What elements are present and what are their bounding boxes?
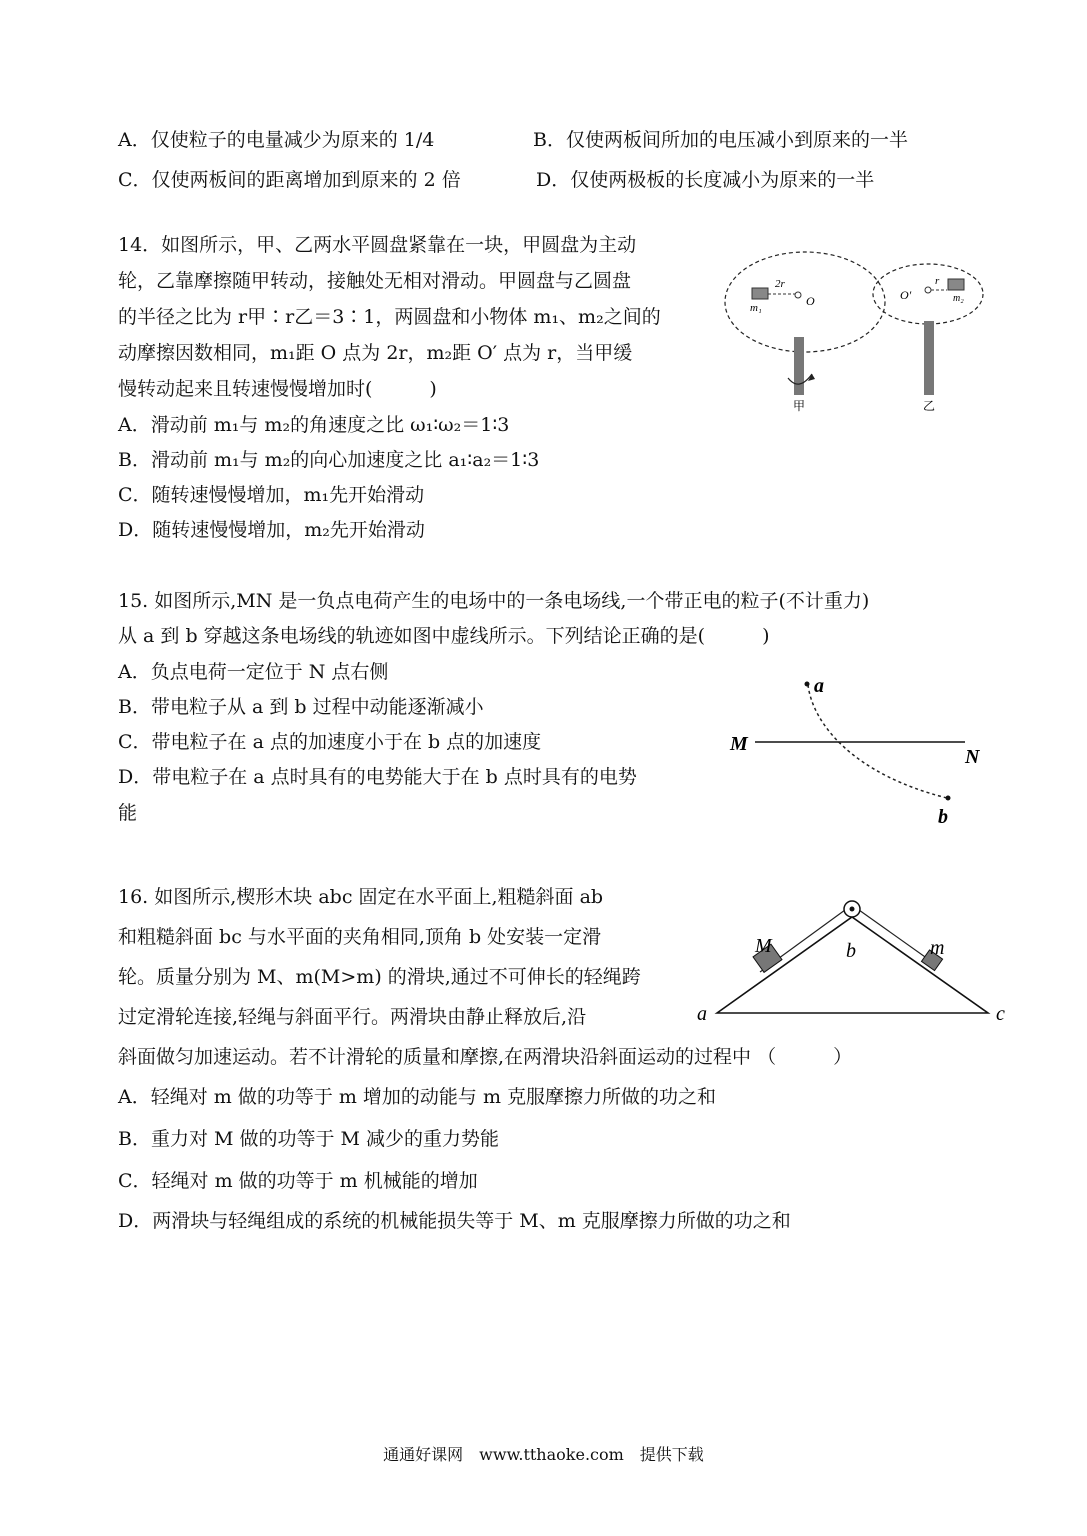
q16-stem-line-3: 轮。质量分别为 M、m(M>m) 的滑块,通过不可伸长的轻绳跨 xyxy=(118,966,641,988)
q15-option-a: A．负点电荷一定位于 N 点右侧 xyxy=(118,661,389,683)
q15-figure-field-line xyxy=(725,665,995,835)
point-a xyxy=(805,682,810,687)
q16-option-a: A．轻绳对 m 做的功等于 m 增加的动能与 m 克服摩擦力所做的功之和 xyxy=(118,1086,717,1108)
vertex-b-label: b xyxy=(846,940,856,962)
q14-stem-line-2: 轮，乙靠摩擦随甲转动，接触处无相对滑动。甲圆盘与乙圆盘 xyxy=(118,270,632,292)
q15-stem-line-1: 15. 如图所示,MN 是一负点电荷产生的电场中的一条电场线,一个带正电的粒子(不计重力) xyxy=(118,590,870,612)
m2-label: m₂ xyxy=(953,293,964,304)
q13-option-b: B．仅使两板间所加的电压减小到原来的一半 xyxy=(533,129,908,151)
q13-option-c: C．仅使两板间的距离增加到原来的 2 倍 xyxy=(118,169,461,191)
q16-stem-line-1: 16. 如图所示,楔形木块 abc 固定在水平面上,粗糙斜面 ab xyxy=(118,886,604,908)
o-prime-label: O′ xyxy=(900,288,912,302)
q14-stem-line-4: 动摩擦因数相同，m₁距 O 点为 2r，m₂距 O′ 点为 r，当甲缓 xyxy=(118,342,633,364)
q13-option-d: D．仅使两极板的长度减小为原来的一半 xyxy=(536,169,875,191)
q16-figure-wedge xyxy=(690,880,1020,1030)
a-label: a xyxy=(814,675,824,697)
q14-figure-discs xyxy=(720,250,1020,420)
yi-disc xyxy=(873,264,983,324)
q16-option-c: C．轻绳对 m 做的功等于 m 机械能的增加 xyxy=(118,1170,478,1192)
q14-stem-line-5: 慢转动起来且转速慢慢增加时( ) xyxy=(118,378,437,400)
page-footer: 通通好课网 www.tthaoke.com 提供下载 xyxy=(383,1445,704,1464)
small-m-label: m xyxy=(930,937,945,959)
m2-block xyxy=(948,279,964,290)
q16-option-d: D．两滑块与轻绳组成的系统的机械能损失等于 M、m 克服摩擦力所做的功之和 xyxy=(118,1210,791,1232)
q14-option-c: C．随转速慢慢增加，m₁先开始滑动 xyxy=(118,484,425,506)
two-r-label: 2r xyxy=(775,278,785,290)
q16-stem-line-4: 过定滑轮连接,轻绳与斜面平行。两滑块由静止释放后,沿 xyxy=(118,1006,587,1028)
b-label: b xyxy=(938,806,948,828)
rope-right xyxy=(859,910,935,964)
m1-block xyxy=(752,288,768,299)
big-m-label: M xyxy=(755,935,772,957)
jia-disc xyxy=(725,252,885,352)
q14-option-d: D．随转速慢慢增加，m₂先开始滑动 xyxy=(118,519,425,541)
q13-option-a: A．仅使粒子的电量减少为原来的 1/4 xyxy=(118,129,435,151)
q14-stem-line-1: 14．如图所示，甲、乙两水平圆盘紧靠在一块，甲圆盘为主动 xyxy=(118,234,637,256)
q15-stem-line-2: 从 a 到 b 穿越这条电场线的轨迹如图中虚线所示。下列结论正确的是( ) xyxy=(118,625,770,647)
o-center xyxy=(795,292,801,298)
m-label: M xyxy=(730,733,748,755)
vertex-c-label: c xyxy=(996,1003,1005,1025)
m1-label: m₁ xyxy=(750,302,762,314)
o-label: O xyxy=(806,294,815,308)
q16-option-b: B．重力对 M 做的功等于 M 减少的重力势能 xyxy=(118,1128,500,1150)
q15-option-d: D．带电粒子在 a 点时具有的电势能大于在 b 点时具有的电势 xyxy=(118,766,637,788)
yi-axle xyxy=(924,321,934,395)
jia-label: 甲 xyxy=(793,399,806,413)
yi-label: 乙 xyxy=(923,399,936,413)
r-label: r xyxy=(935,275,940,287)
point-b xyxy=(946,796,951,801)
wedge-abc xyxy=(717,917,988,1013)
q14-option-a: A．滑动前 m₁与 m₂的角速度之比 ω₁∶ω₂＝1∶3 xyxy=(118,414,510,436)
q15-option-c: C．带电粒子在 a 点的加速度小于在 b 点的加速度 xyxy=(118,731,542,753)
q15-option-d-cont: 能 xyxy=(118,802,138,824)
vertex-a-label: a xyxy=(697,1003,707,1025)
o-prime-center xyxy=(925,287,931,293)
q16-stem-line-2: 和粗糙斜面 bc 与水平面的夹角相同,顶角 b 处安装一定滑 xyxy=(118,926,602,948)
n-label: N xyxy=(965,746,980,768)
q14-option-b: B．滑动前 m₁与 m₂的向心加速度之比 a₁∶a₂＝1∶3 xyxy=(118,449,540,471)
q16-stem-line-5: 斜面做匀加速运动。若不计滑轮的质量和摩擦,在两滑块沿斜面运动的过程中 （ ） xyxy=(118,1046,853,1068)
q14-stem-line-3: 的半径之比为 r甲∶r乙＝3∶1，两圆盘和小物体 m₁、m₂之间的 xyxy=(118,306,661,328)
q15-option-b: B．带电粒子从 a 到 b 过程中动能逐渐减小 xyxy=(118,696,484,718)
jia-axle xyxy=(794,337,804,395)
